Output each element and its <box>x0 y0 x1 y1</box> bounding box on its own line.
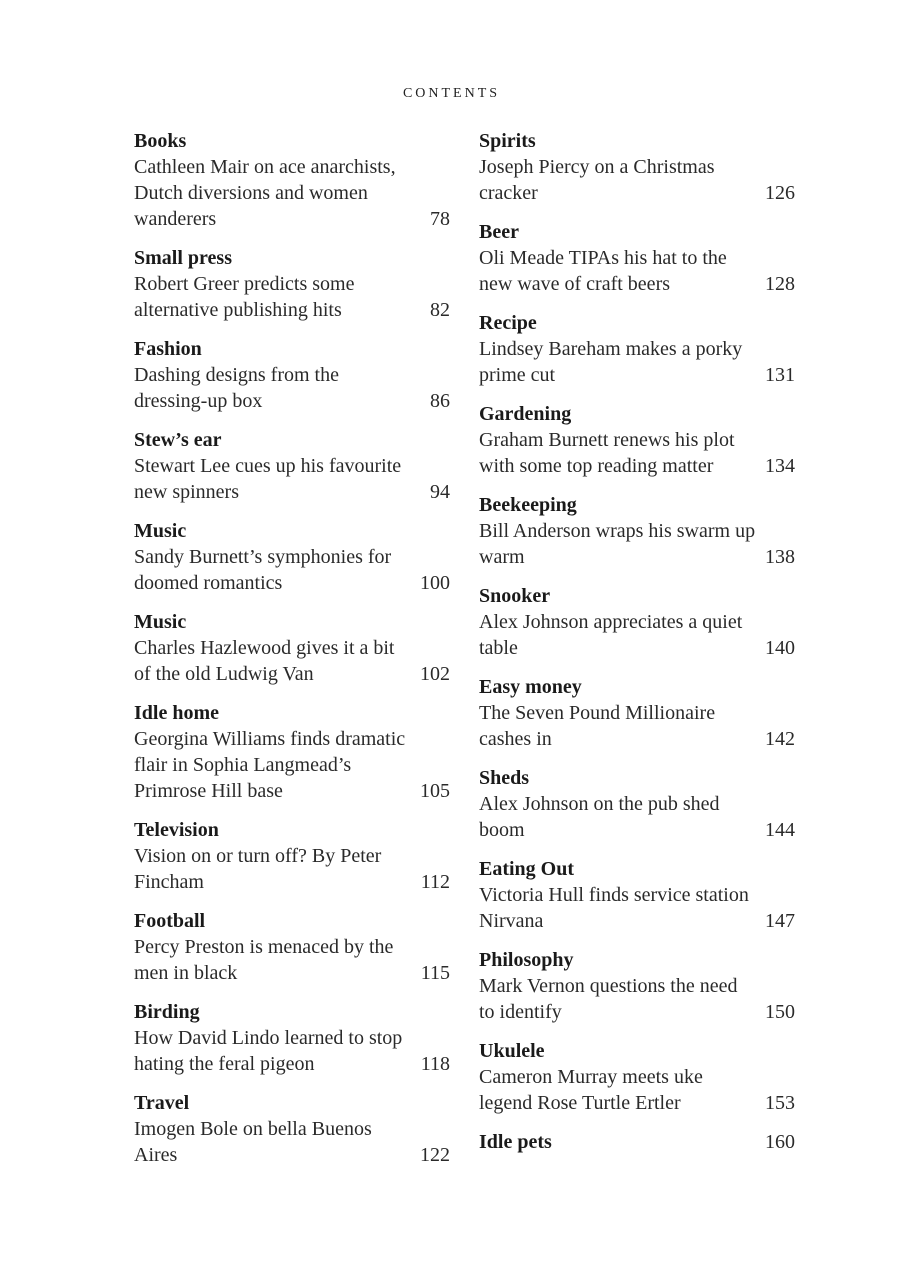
entry-description: The Seven Pound Millionaire cashes in <box>479 702 716 750</box>
entry-description: Vision on or turn off? By Peter Fincham <box>134 845 382 893</box>
entry-page-number: 102 <box>420 663 450 685</box>
entry-description: Bill Anderson wraps his swarm up warm <box>479 520 756 568</box>
entry-page-number: 153 <box>765 1092 795 1114</box>
entry-section-title: Ukulele <box>479 1040 545 1062</box>
contents-left-column <box>134 128 450 1181</box>
entry-section-title: Sheds <box>479 767 530 789</box>
entry-description: Mark Vernon questions the need to identify <box>479 975 738 1023</box>
entry-description: Cathleen Mair on ace anarchists, Dutch diversions and women wanderers <box>134 156 396 230</box>
entry-page-number: 105 <box>420 780 450 802</box>
entry-page-number: 82 <box>430 299 450 321</box>
entry-page-number: 131 <box>765 364 795 386</box>
toc-entry[interactable] <box>134 908 450 986</box>
toc-entry[interactable] <box>134 128 450 232</box>
entry-description: Dashing designs from the dressing-up box <box>134 364 339 412</box>
toc-entry[interactable] <box>479 219 795 297</box>
page-title: CONTENTS <box>402 86 501 101</box>
entry-section-title: Music <box>134 520 187 542</box>
entry-page-number: 142 <box>765 728 795 750</box>
toc-entry[interactable] <box>134 609 450 687</box>
entry-section-title: Gardening <box>479 403 572 425</box>
entry-section-title: Easy money <box>479 676 582 698</box>
toc-entry[interactable] <box>134 999 450 1077</box>
entry-page-number: 160 <box>765 1131 795 1153</box>
entry-section-title: Spirits <box>479 130 536 152</box>
entry-description: Joseph Piercy on a Christmas cracker <box>479 156 715 204</box>
entry-section-title: Eating Out <box>479 858 575 880</box>
toc-entry[interactable] <box>479 310 795 388</box>
entry-page-number: 122 <box>420 1144 450 1166</box>
entry-page-number: 134 <box>765 455 795 477</box>
toc-entry[interactable] <box>479 1129 795 1155</box>
entry-description: Charles Hazlewood gives it a bit of the old Ludwig Van <box>134 637 395 685</box>
toc-entry[interactable] <box>479 674 795 752</box>
entry-section-title: Books <box>134 130 187 152</box>
entry-page-number: 144 <box>765 819 795 841</box>
entry-page-number: 86 <box>430 390 450 412</box>
entry-section-title: Philosophy <box>479 949 574 971</box>
entry-page-number: 100 <box>420 572 450 594</box>
contents-right-column <box>479 128 795 1168</box>
entry-page-number: 138 <box>765 546 795 568</box>
toc-entry[interactable] <box>479 765 795 843</box>
entry-section-title: Football <box>134 910 206 932</box>
entry-page-number: 147 <box>765 910 795 932</box>
entry-description: Lindsey Bareham makes a porky prime cut <box>479 338 743 386</box>
toc-entry[interactable] <box>134 700 450 804</box>
toc-entry[interactable] <box>134 427 450 505</box>
toc-entry[interactable] <box>479 947 795 1025</box>
entry-section-title: Small press <box>134 247 232 269</box>
entry-description: Alex Johnson appreciates a quiet table <box>479 611 743 659</box>
toc-entry[interactable] <box>479 492 795 570</box>
entry-description: Cameron Murray meets uke legend Rose Turtle Ertler <box>479 1066 703 1114</box>
toc-entry[interactable] <box>134 1090 450 1168</box>
entry-description: Georgina Williams finds dramatic flair in Sophia Langmead’s Primrose Hill base <box>134 728 406 802</box>
entry-section-title: Television <box>134 819 219 841</box>
entry-description: Percy Preston is menaced by the men in black <box>134 936 394 984</box>
entry-page-number: 115 <box>420 962 450 984</box>
entry-section-title: Music <box>134 611 187 633</box>
entry-section-title: Idle pets <box>479 1131 552 1153</box>
entry-page-number: 150 <box>765 1001 795 1023</box>
entry-page-number: 78 <box>430 208 450 230</box>
entry-page-number: 128 <box>765 273 795 295</box>
entry-description: Victoria Hull finds service station Nirvana <box>479 884 749 932</box>
entry-page-number: 126 <box>765 182 795 204</box>
entry-description: Imogen Bole on bella Buenos Aires <box>134 1118 372 1166</box>
toc-entry[interactable] <box>134 817 450 895</box>
entry-section-title: Stew’s ear <box>134 429 222 451</box>
toc-entry[interactable] <box>479 856 795 934</box>
entry-page-number: 118 <box>420 1053 450 1075</box>
toc-entry[interactable] <box>134 336 450 414</box>
toc-entry[interactable] <box>479 583 795 661</box>
entry-description: Alex Johnson on the pub shed boom <box>479 793 720 841</box>
entry-description: Robert Greer predicts some alternative publishing hits <box>134 273 355 321</box>
entry-section-title: Beekeeping <box>479 494 577 516</box>
entry-description: Graham Burnett renews his plot with some top reading matter <box>479 429 735 477</box>
toc-entry[interactable] <box>134 245 450 323</box>
entry-section-title: Snooker <box>479 585 551 607</box>
entry-page-number: 112 <box>420 871 450 893</box>
entry-description: Sandy Burnett’s symphonies for doomed romantics <box>134 546 392 594</box>
entry-section-title: Travel <box>134 1092 190 1114</box>
entry-section-title: Recipe <box>479 312 537 334</box>
entry-section-title: Idle home <box>134 702 219 724</box>
entry-description: How David Lindo learned to stop hating the feral pigeon <box>134 1027 403 1075</box>
entry-page-number: 94 <box>430 481 450 503</box>
entry-section-title: Fashion <box>134 338 202 360</box>
entry-section-title: Beer <box>479 221 519 243</box>
entry-description: Oli Meade TIPAs his hat to the new wave of craft beers <box>479 247 727 295</box>
entry-page-number: 140 <box>765 637 795 659</box>
toc-entry[interactable] <box>134 518 450 596</box>
toc-entry[interactable] <box>479 401 795 479</box>
toc-entry[interactable] <box>479 1038 795 1116</box>
toc-entry[interactable] <box>479 128 795 206</box>
entry-description: Stewart Lee cues up his favourite new spinners <box>134 455 402 503</box>
entry-section-title: Birding <box>134 1001 200 1023</box>
